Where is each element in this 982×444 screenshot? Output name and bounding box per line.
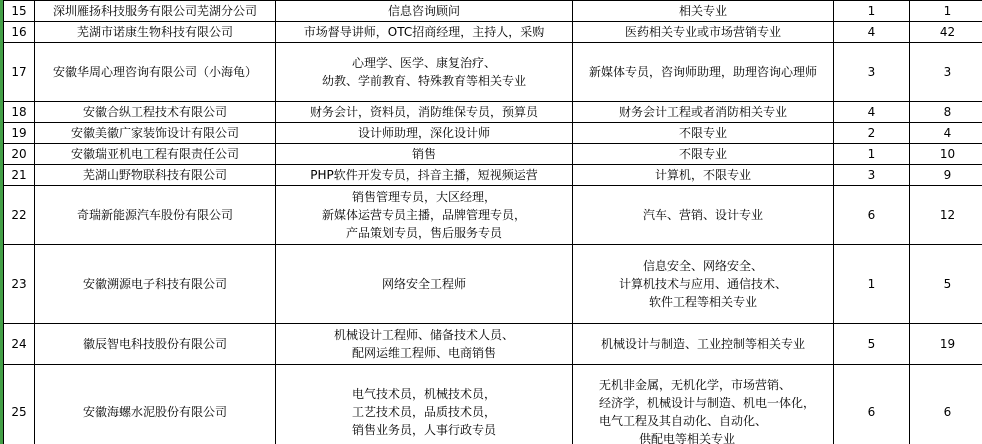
cell-count-1[interactable]: 4 [834,102,910,123]
cell-major[interactable] [573,324,834,365]
cell-no[interactable]: 22 [4,186,35,245]
position-line: 产品策划专员，售后服务专员 [345,226,502,240]
major-line: 机械设计与制造、工业控制等相关专业 [600,337,805,351]
cell-count-2[interactable]: 3 [910,43,982,102]
table-row [4,165,982,186]
cell-no[interactable]: 19 [4,123,35,144]
cell-count-1[interactable]: 4 [834,22,910,43]
cell-count-2[interactable]: 10 [910,144,982,165]
cell-count-1[interactable]: 6 [834,365,910,444]
cell-major[interactable] [573,144,834,165]
major-line: 计算机，不限专业 [654,168,751,182]
major-line: 汽车、营销、设计专业 [642,208,763,222]
cell-company[interactable]: 安徽海螺水泥股份有限公司 [35,365,276,444]
cell-major[interactable] [573,365,834,444]
cell-no[interactable]: 24 [4,324,35,365]
cell-position[interactable] [276,365,573,444]
cell-count-2[interactable]: 12 [910,186,982,245]
cell-count-1[interactable]: 1 [834,245,910,324]
position-line: 销售 [411,147,436,161]
position-line: 新媒体运营专员主播，品牌管理专员， [321,208,526,222]
cell-company[interactable]: 安徽美徽广家装饰设计有限公司 [35,123,276,144]
cell-position[interactable] [276,144,573,165]
cell-no[interactable]: 16 [4,22,35,43]
cell-count-2[interactable]: 9 [910,165,982,186]
cell-company[interactable]: 深圳雁扬科技服务有限公司芜湖分公司 [35,1,276,22]
major-line: 不限专业 [678,126,727,140]
cell-company[interactable]: 安徽华周心理咨询有限公司（小海龟） [35,43,276,102]
cell-major[interactable] [573,1,834,22]
cell-company[interactable]: 安徽合纵工程技术有限公司 [35,102,276,123]
cell-company[interactable]: 安徽瑞亚机电工程有限责任公司 [35,144,276,165]
position-line: 电气技术员，机械技术员， [351,387,496,401]
position-line: 心理学、医学、康复治疗、 [351,56,496,70]
cell-count-1[interactable]: 1 [834,144,910,165]
major-line: 新媒体专员，咨询师助理，助理咨询心理师 [588,65,817,79]
position-line: 幼教、学前教育、特殊教育等相关专业 [321,74,526,88]
cell-major[interactable] [573,43,834,102]
position-line: 财务会计，资料员，消防维保专员，预算员 [309,105,538,119]
position-line: 工艺技术员，品质技术员， [351,405,496,419]
table-row [4,43,982,102]
cell-position[interactable] [276,43,573,102]
cell-no[interactable]: 18 [4,102,35,123]
cell-no[interactable]: 15 [4,1,35,22]
major-line: 电气工程及其自动化、自动化、 [599,414,768,428]
cell-no[interactable]: 21 [4,165,35,186]
cell-major[interactable] [573,245,834,324]
major-line: 软件工程等相关专业 [648,295,757,309]
major-line: 相关专业 [678,4,727,18]
cell-count-2[interactable]: 1 [910,1,982,22]
cell-count-2[interactable]: 8 [910,102,982,123]
major-line: 经济学，机械设计与制造、机电一体化， [599,396,816,410]
position-line: 网络安全工程师 [381,277,466,291]
cell-no[interactable]: 23 [4,245,35,324]
major-line: 财务会计工程或者消防相关专业 [618,105,787,119]
table-row [4,22,982,43]
cell-major[interactable] [573,165,834,186]
major-line: 供配电等相关专业 [639,432,736,444]
cell-count-2[interactable]: 42 [910,22,982,43]
cell-count-1[interactable]: 3 [834,43,910,102]
cell-no[interactable]: 20 [4,144,35,165]
cell-company[interactable]: 芜湖山野物联科技有限公司 [35,165,276,186]
position-line: 设计师助理，深化设计师 [357,126,490,140]
cell-major[interactable] [573,123,834,144]
cell-company[interactable]: 奇瑞新能源汽车股份有限公司 [35,186,276,245]
major-line: 医药相关专业或市场营销专业 [624,25,781,39]
cell-no[interactable]: 25 [4,365,35,444]
cell-position[interactable] [276,102,573,123]
position-line: 配网运维工程师、电商销售 [351,346,496,360]
major-line: 计算机技术与应用、通信技术、 [618,277,787,291]
recruitment-table [3,0,982,444]
position-line: 销售管理专员，大区经理， [351,190,496,204]
cell-position[interactable] [276,245,573,324]
cell-company[interactable]: 徽辰智电科技股份有限公司 [35,324,276,365]
cell-position[interactable] [276,324,573,365]
cell-major[interactable] [573,22,834,43]
cell-position[interactable] [276,1,573,22]
cell-count-1[interactable]: 2 [834,123,910,144]
position-line: 市场督导讲师，OTC招商经理，主持人，采购 [303,25,545,39]
cell-position[interactable] [276,186,573,245]
cell-company[interactable]: 芜湖市诺康生物科技有限公司 [35,22,276,43]
cell-count-1[interactable]: 1 [834,1,910,22]
position-line: PHP软件开发专员，抖音主播，短视频运营 [310,168,538,182]
cell-count-2[interactable]: 4 [910,123,982,144]
cell-position[interactable] [276,123,573,144]
table-row [4,123,982,144]
table-row [4,102,982,123]
table-row [4,144,982,165]
major-line: 无机非金属，无机化学，市场营销、 [599,378,792,392]
cell-count-1[interactable]: 6 [834,186,910,245]
table-row [4,324,982,365]
major-line: 信息安全、网络安全、 [642,259,763,273]
cell-major[interactable] [573,186,834,245]
cell-no[interactable]: 17 [4,43,35,102]
position-line: 销售业务员，人事行政专员 [351,423,496,437]
cell-count-1[interactable]: 3 [834,165,910,186]
position-line: 信息咨询顾问 [387,4,460,18]
table-row [4,186,982,245]
cell-company[interactable]: 安徽溯源电子科技有限公司 [35,245,276,324]
major-line: 不限专业 [678,147,727,161]
position-line: 机械设计工程师、储备技术人员、 [333,328,514,342]
cell-count-1[interactable]: 5 [834,324,910,365]
table-row [4,365,982,444]
cell-major[interactable] [573,102,834,123]
cell-count-2[interactable]: 19 [910,324,982,365]
cell-count-2[interactable]: 5 [910,245,982,324]
table-row [4,245,982,324]
table-row [4,1,982,22]
cell-position[interactable] [276,165,573,186]
cell-count-2[interactable]: 6 [910,365,982,444]
cell-position[interactable] [276,22,573,43]
